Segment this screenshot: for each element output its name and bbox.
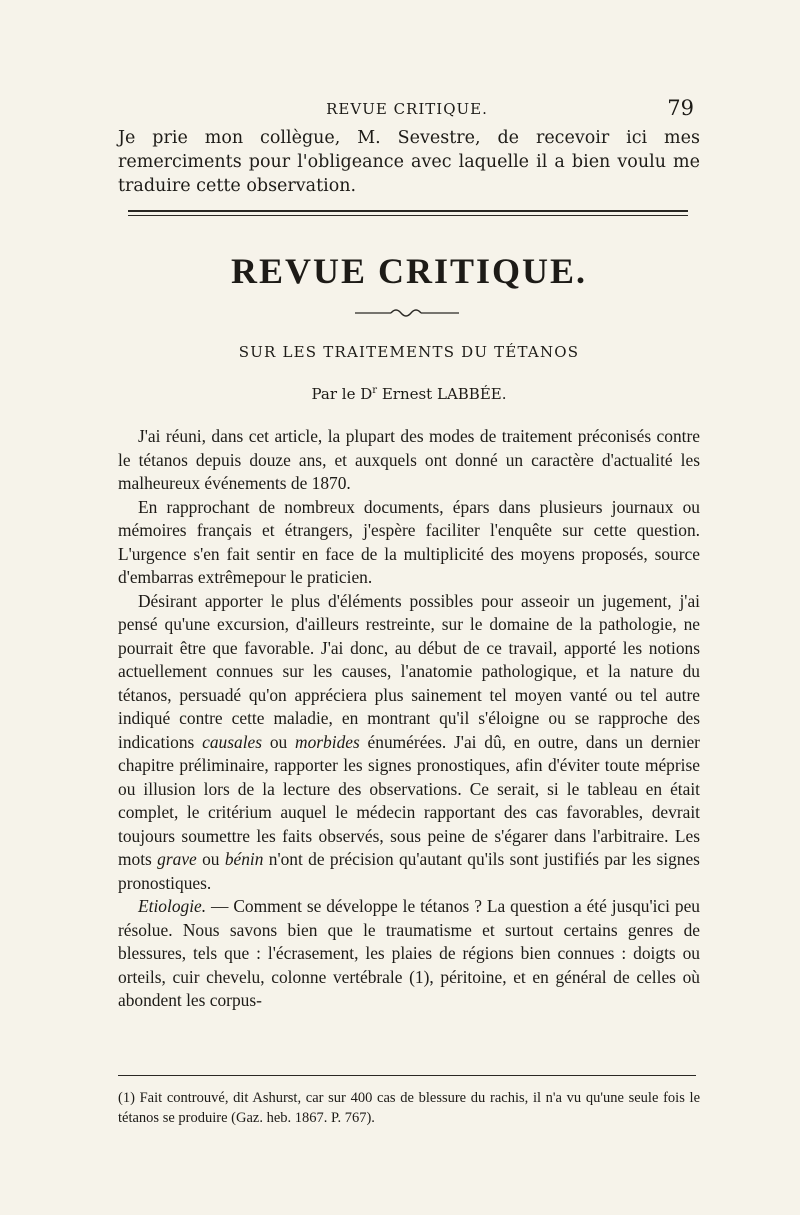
- paragraph-3-part-a: Désirant apporter le plus d'éléments possibles pour asseoir un jugement, j'ai pensé qu'une excursion, d'ailleurs restreinte, sur le domaine de la pathologie, ne pourrait être que favorable. J'ai donc, au début de ce travail, apporté les notions actuellement connues sur les causes, l'anatomie pathologique, et la nature du tétanos, persuadé qu'on appréciera plus sainement tel moyen vanté ou tel autre indiqué contre cette maladie, en montrant qu'il s'éloigne ou se rapproche des indications: [118, 590, 700, 752]
- footnote-divider: [118, 1075, 696, 1076]
- byline-name: Ernest LABBÉE.: [381, 385, 507, 403]
- paragraph-2: En rapprochant de nombreux documents, épars dans plusieurs journaux ou mémoires français et étrangers, j'espère faciliter l'enquête sur cette question. L'urgence s'en fait sentir en face de la multiplicité des moyens proposés, source d'embarras extrêmepour le praticien.: [118, 496, 700, 587]
- paragraph-3-part-e: n'ont de précision qu'autant qu'ils sont justifiés par les signes pronostiques.: [118, 849, 700, 893]
- paragraph-4: [118, 895, 700, 1013]
- paragraph-3: [118, 590, 700, 896]
- term-morbides: morbides: [295, 731, 360, 752]
- section-title: REVUE CRITIQUE.: [230, 251, 588, 291]
- article-title: SUR LES TRAITEMENTS DU TÉTANOS: [238, 343, 580, 361]
- byline: [118, 385, 700, 403]
- running-header: [118, 96, 696, 122]
- paragraph-3-part-c: énumérées. J'ai dû, en outre, dans un dernier chapitre préliminaire, rapporter les signes pronostiques, afin d'éviter toute méprise ou illusion lors de la lecture des observations. Ce serait, si le tableau en était complet, le critérium auquel le médecin rapportant des cas favorables, devrait toujours soumettre les faits observés, sous peine de s'égarer dans l'arbitraire. Les mots: [118, 731, 700, 869]
- paragraph-3-part-b: ou: [269, 731, 288, 752]
- footnote: (1) Fait controuvé, dit Ashurst, car sur 400 cas de blessure du rachis, il n'a vu qu'une seule fois le tétanos se produire (Gaz. heb. 1867. P. 767).: [118, 1090, 700, 1126]
- paragraph-4-text: — Comment se développe le tétanos ? La question a été jusqu'ici peu résolue. Nous savons bien que le traumatisme et surtout certains genres de blessures, tels que : l'écrasement, les plaies de régions bien connues : doigts ou orteils, cuir chevelu, colonne vertébrale (1), péritoine, et en général de celles où abondent les corpus-: [118, 896, 700, 1010]
- byline-sup: r: [372, 385, 378, 396]
- term-etiologie: Etiologie.: [138, 896, 207, 916]
- byline-prefix: Par le D: [311, 385, 373, 403]
- page-number: 79: [667, 96, 694, 120]
- running-title: REVUE CRITIQUE.: [326, 100, 488, 118]
- term-grave: grave: [157, 849, 197, 869]
- section-divider-thin: [128, 215, 688, 216]
- paragraph-3-part-d: ou: [202, 849, 220, 869]
- term-benin: bénin: [224, 849, 264, 869]
- ornament-flourish-icon: [355, 306, 459, 320]
- intro-paragraph: Je prie mon collègue, M. Sevestre, de recevoir ici mes remerciments pour l'obligeance avec laquelle il a bien voulu me traduire cette observation.: [118, 128, 700, 196]
- section-divider-thick: [128, 210, 688, 212]
- term-causales: causales: [202, 731, 263, 752]
- article-body: [118, 425, 700, 1013]
- paragraph-1: J'ai réuni, dans cet article, la plupart des modes de traitement préconisés contre le tétanos depuis douze ans, et auxquels ont donné un caractère d'actualité les malheureux événements de 1870.: [118, 426, 700, 493]
